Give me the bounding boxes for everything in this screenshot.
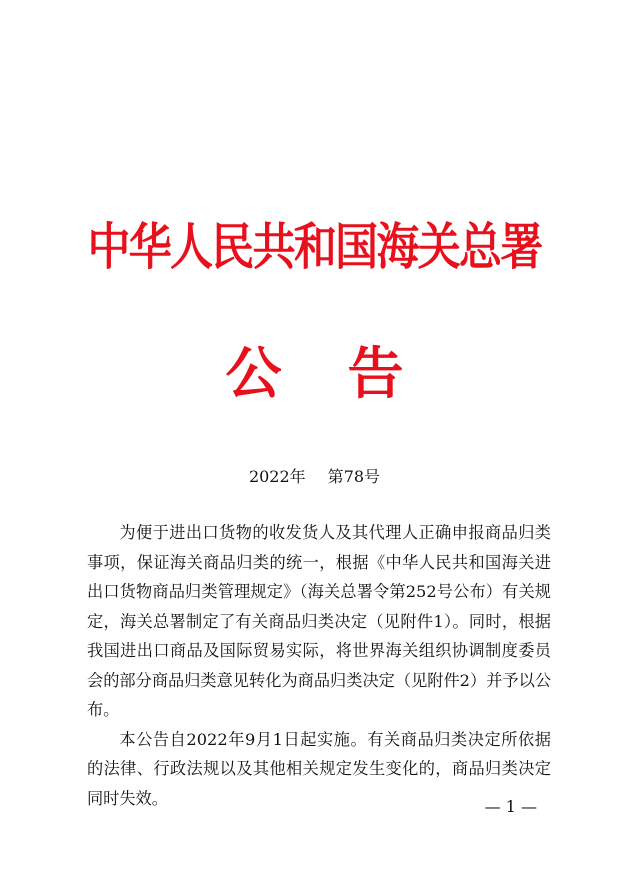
body-text (87, 518, 551, 813)
page-number: — 1 — (484, 797, 537, 816)
doc-number-suffix: 号 (364, 467, 381, 486)
doc-year: 2022 (248, 467, 290, 486)
doc-number-value: 78 (343, 467, 365, 486)
document-number (0, 466, 629, 488)
body-paragraph: 为便于进出口货物的收发货人及其代理人正确申报商品归类事项，保证海关商品归类的统一，根据《中华人民共和国海关进出口货物商品归类管理规定》（海关总署令第252号公布）有关规定，海关总署制定了有关商品归类决定（见附件1）。同时，根据我国进出口商品及国际贸易实际，将世界海关组织协调制度委员会的部分商品归类意见转化为商品归类决定（见附件2）并予以公布。 (87, 523, 551, 719)
doc-year-unit: 年 (289, 467, 306, 486)
document-type-heading: 公告 (225, 342, 470, 407)
body-paragraph: 本公告自2022年9月1日起实施。有关商品归类决定所依据的法律、行政法规以及其他相关规定发生变化的，商品归类决定同时失效。 (87, 729, 551, 808)
issuer-heading: 中华人民共和国海关总署 (87, 218, 542, 276)
doc-number-prefix: 第 (327, 467, 344, 486)
